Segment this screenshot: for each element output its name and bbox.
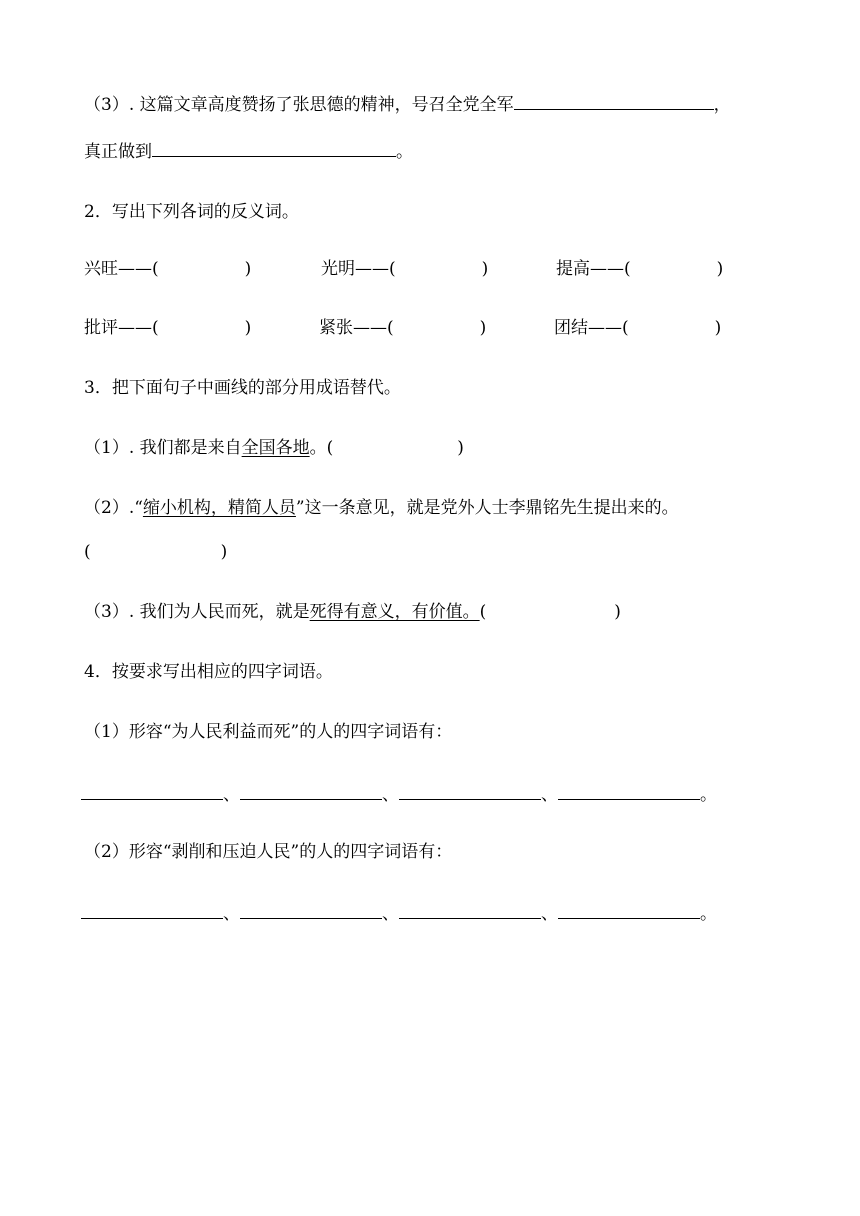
q1-3-line2-prefix: 真正做到 — [84, 142, 152, 162]
period: 。 — [700, 904, 717, 924]
paren-open: ( — [84, 542, 91, 562]
sentence-text: 。( — [309, 438, 334, 458]
paren-close: ) — [244, 318, 252, 338]
paren-close: ) — [716, 259, 724, 279]
sentence-text: （2）.“ — [84, 498, 143, 518]
q4-sub1-answers — [81, 783, 717, 807]
q4-heading: 4．按要求写出相应的四字词语。 — [84, 662, 333, 682]
answer-blank[interactable] — [240, 798, 382, 800]
sentence-text: （3）. 我们为人民而死，就是 — [84, 602, 310, 622]
q2-heading: 2．写出下列各词的反义词。 — [84, 202, 299, 222]
answer-blank[interactable] — [558, 917, 700, 919]
antonym-word: 团结——( — [554, 318, 629, 338]
antonym-item — [84, 316, 251, 340]
paren-close: ) — [714, 318, 722, 338]
q3-sentence-3 — [84, 600, 621, 624]
antonym-item — [84, 257, 251, 281]
antonym-item — [554, 316, 721, 340]
q1-3-line2 — [84, 140, 413, 164]
q3-heading: 3．把下面句子中画线的部分用成语替代。 — [84, 378, 401, 398]
q3-sentence-2-answer — [84, 540, 227, 564]
sentence-text: （1）. 我们都是来自 — [84, 438, 242, 458]
paren-close: ) — [479, 318, 487, 338]
q4-sub2-answers — [81, 902, 717, 926]
paren-close: ) — [481, 259, 489, 279]
antonym-word: 兴旺——( — [84, 259, 159, 279]
antonym-item — [556, 257, 723, 281]
paren-close: ) — [614, 602, 621, 622]
q3-sentence-1 — [84, 436, 464, 460]
q1-3-line2-suffix: 。 — [396, 142, 413, 162]
separator: 、 — [382, 785, 399, 805]
period: 。 — [700, 785, 717, 805]
sentence-text: ( — [479, 602, 487, 622]
answer-blank[interactable] — [399, 917, 541, 919]
q4-sub1: （1）形容“为人民利益而死”的人的四字词语有： — [84, 722, 453, 742]
paren-close: ) — [220, 542, 228, 562]
antonym-item — [319, 316, 486, 340]
q1-3-suffix: ， — [713, 95, 731, 115]
answer-blank[interactable] — [514, 108, 714, 110]
antonym-word: 紧张——( — [319, 318, 394, 338]
separator: 、 — [223, 904, 240, 924]
q4-sub2: （2）形容“剥削和压迫人民”的人的四字词语有： — [84, 842, 453, 862]
paren-close: ) — [457, 438, 464, 458]
underlined-phrase: 全国各地 — [241, 438, 310, 458]
underlined-phrase: 缩小机构，精简人员 — [142, 498, 296, 518]
q3-sentence-2 — [84, 496, 679, 520]
separator: 、 — [382, 904, 399, 924]
separator: 、 — [223, 785, 240, 805]
answer-blank[interactable] — [558, 798, 700, 800]
sentence-text: ”这一条意见，就是党外人士李鼎铭先生提出来的。 — [295, 498, 679, 518]
answer-blank[interactable] — [81, 917, 223, 919]
answer-blank[interactable] — [399, 798, 541, 800]
antonym-word: 光明——( — [321, 259, 396, 279]
answer-blank[interactable] — [81, 798, 223, 800]
antonym-word: 提高——( — [556, 259, 631, 279]
underlined-phrase: 死得有意义，有价值。 — [309, 602, 480, 622]
separator: 、 — [541, 904, 558, 924]
separator: 、 — [541, 785, 558, 805]
paren-close: ) — [244, 259, 252, 279]
answer-blank[interactable] — [152, 155, 396, 157]
q1-3-prefix: （3）. 这篇文章高度赞扬了张思德的精神，号召全党全军 — [84, 95, 514, 115]
antonym-item — [321, 257, 488, 281]
q1-3-line1 — [84, 93, 731, 117]
antonym-word: 批评——( — [84, 318, 159, 338]
answer-blank[interactable] — [240, 917, 382, 919]
